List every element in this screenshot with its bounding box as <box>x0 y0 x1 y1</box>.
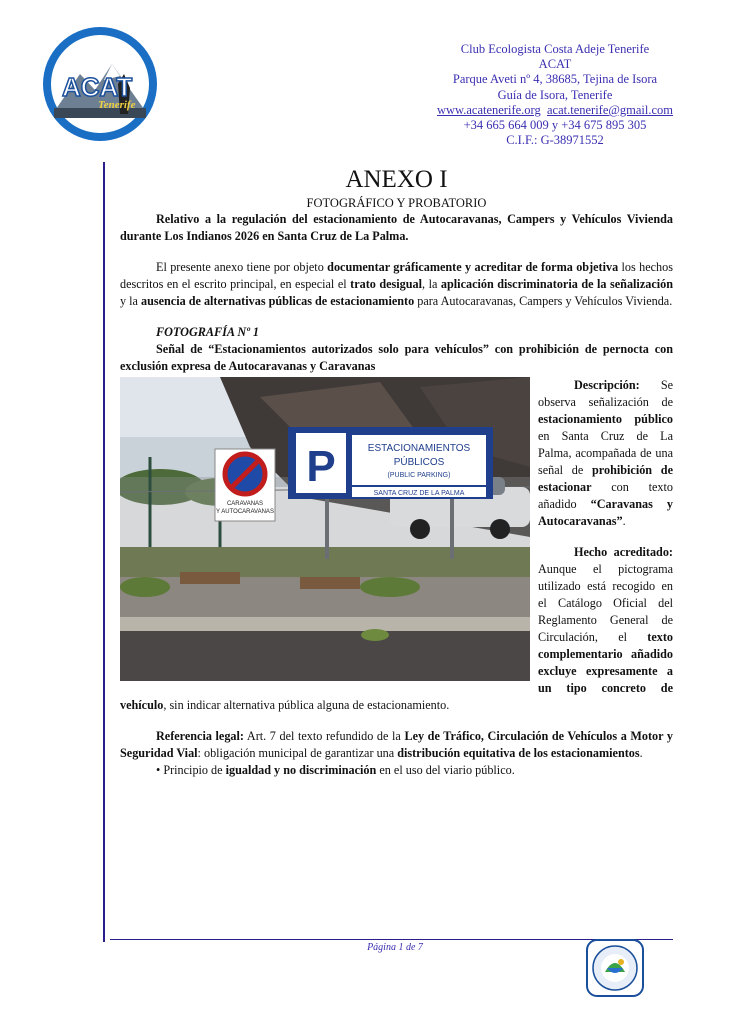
description-bold: “Caravanas y Autocaravanas” <box>538 497 673 528</box>
org-city: Guía de Isora, Tenerife <box>497 87 613 102</box>
description-bold: estacionamiento público <box>538 412 673 426</box>
margin-rule <box>103 162 105 942</box>
page-subtitle: FOTOGRÁFICO Y PROBATORIO <box>306 196 487 210</box>
sign-line-1: ESTACIONAMIENTOS <box>367 443 471 454</box>
noparking-text-2: Y AUTOCARAVANAS <box>216 509 274 515</box>
intro-text: , la <box>422 277 441 291</box>
page-label: Página <box>367 942 399 953</box>
description-text: en Santa Cruz de La Palma, acompañada de una señal de <box>538 429 673 477</box>
hecho-text: Aunque el pictograma utilizado está recogido en el Catálogo Oficial del Reglamento General de Circulación, el <box>538 562 673 644</box>
page-current: 1 <box>398 942 404 953</box>
hecho-text: , sin indicar alternativa pública alguna de estacionamiento. <box>163 698 450 712</box>
intro-text: y la <box>120 294 141 308</box>
org-phones: +34 665 664 009 y +34 675 895 305 <box>463 118 647 133</box>
document-body <box>120 165 673 779</box>
photo-caption <box>120 341 673 375</box>
intro-text: para Autocaravanas, Campers y Vehículos Vivienda. <box>414 294 673 308</box>
bullet-text: en el uso del viario público. <box>376 763 515 777</box>
hecho-bold: texto complementario añadido excluye expresamente a un tipo concreto de vehículo <box>120 630 673 712</box>
org-acronym: ACAT <box>538 57 572 72</box>
relativo-paragraph <box>120 211 673 245</box>
description-text: con texto añadido <box>538 480 673 511</box>
description-text: . <box>622 514 626 528</box>
referencia-text: . <box>639 746 643 760</box>
referencia-text: Art. 7 del texto refundido de la <box>243 729 405 743</box>
photo-caption-text: Señal de “Estacionamientos autorizados solo para vehículos” con prohibición de pernocta con exclusión expresa de Autocaravanas y Caravanas <box>120 342 673 373</box>
org-links <box>400 103 710 118</box>
parking-p: P <box>306 442 336 491</box>
intro-bold: ausencia de alternativas públicas de estacionamiento <box>140 294 415 308</box>
website-link[interactable]: www.acatenerife.org <box>436 102 541 117</box>
intro-text: los hechos descritos en el escrito principal, en especial el <box>120 260 673 291</box>
sign-line-2: PÚBLICOS <box>393 457 445 468</box>
bullet-bold: igualdad y no discriminación <box>225 763 377 777</box>
referencia-bold: distribución equitativa de los estacionamientos <box>397 746 640 760</box>
sign-line-3: (PUBLIC PARKING) <box>387 472 451 479</box>
referencia-label: Referencia legal: <box>156 729 244 743</box>
parking-photo <box>120 377 530 681</box>
logo-text: ACAT <box>62 72 133 102</box>
bullet-mark: • <box>156 763 161 777</box>
organization-header <box>400 42 710 148</box>
org-address: Parque Aveti nº 4, 38685, Tejina de Isora <box>452 72 658 87</box>
photo-heading: FOTOGRAFÍA Nº 1 <box>156 325 259 339</box>
intro-text: El presente anexo tiene por objeto <box>156 260 328 274</box>
org-cif: C.I.F.: G-38971552 <box>506 133 604 148</box>
relativo-text: Relativo a la regulación del estacionamiento de Autocaravanas, Campers y Vehículos Vivienda durante Los Indianos 2026 en Santa Cruz de La Palma. <box>120 212 673 243</box>
page-total: de 7 <box>403 942 423 953</box>
description-label: Descripción: <box>574 378 640 392</box>
referencia-text: : obligación municipal de garantizar una <box>197 746 398 760</box>
logo-subtext: Tenerife <box>98 99 136 111</box>
federation-badge <box>585 938 645 998</box>
page-title: ANEXO I <box>345 166 448 193</box>
noparking-text-1: CARAVANAS <box>226 501 264 507</box>
referencia-bold: Ley de Tráfico, Circulación de Vehículos a Motor y Seguridad Vial <box>120 729 674 760</box>
intro-paragraph <box>120 259 673 310</box>
intro-bold: trato desigual <box>350 277 423 291</box>
description-bold: prohibición de estacionar <box>538 463 673 494</box>
intro-bold: documentar gráficamente y acreditar de forma objetiva <box>327 260 619 274</box>
org-name: Club Ecologista Costa Adeje Tenerife <box>460 42 650 56</box>
bullet-text: Principio de <box>160 763 226 777</box>
description-text: Se observa señalización de <box>538 378 673 409</box>
sign-place: SANTA CRUZ DE LA PALMA <box>373 490 465 497</box>
acat-logo <box>40 24 160 144</box>
referencia-paragraph <box>120 728 673 762</box>
bullet-item <box>120 762 673 779</box>
intro-bold: aplicación discriminatoria de la señalización <box>440 277 673 291</box>
email-link[interactable]: acat.tenerife@gmail.com <box>546 102 674 117</box>
hecho-label: Hecho acreditado: <box>574 545 673 559</box>
